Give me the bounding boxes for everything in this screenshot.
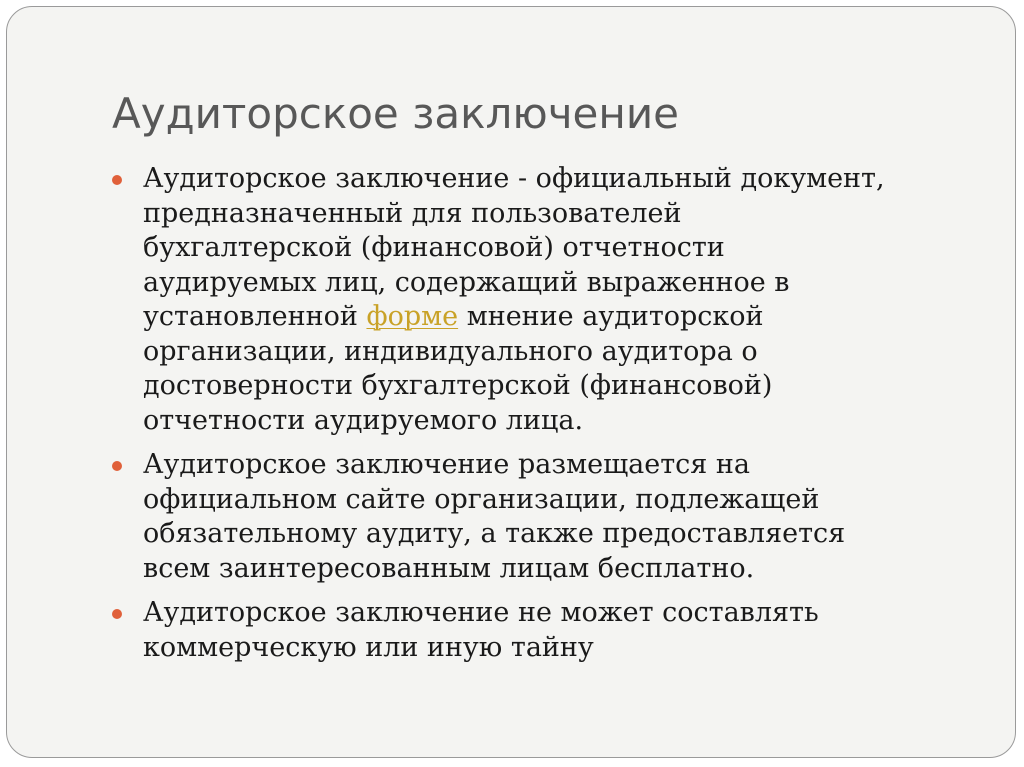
bullet-item-publication <box>112 448 972 586</box>
bullet-text: Аудиторское заключение не может составлять коммерческую или иную тайну <box>143 597 819 663</box>
bullet-text: Аудиторское заключение размещается на официальном сайте организации, подлежащей обязательному аудиту, а также предоставляется всем заинтересованным лицам бесплатно. <box>143 449 846 584</box>
bullet-text-before-link: Аудиторское заключение - официальный документ, предназначенный для пользователей бухгалтерской (финансовой) отчетности аудируемых лиц, содержащий выраженное в установленной <box>143 163 885 332</box>
forma-link[interactable]: форме <box>366 301 459 332</box>
bullet-item-definition <box>112 162 972 438</box>
slide-title: Аудиторское заключение <box>112 89 679 138</box>
bullet-dot-icon <box>112 461 122 471</box>
bullet-list <box>112 162 972 675</box>
bullet-dot-icon <box>112 175 122 185</box>
bullet-item-not-secret <box>112 596 972 665</box>
bullet-dot-icon <box>112 609 122 619</box>
bullet-text-after-link: мнение аудиторской организации, индивидуального аудитора о достоверности бухгалтерской (финансовой) отчетности аудируемого лица. <box>143 301 773 436</box>
